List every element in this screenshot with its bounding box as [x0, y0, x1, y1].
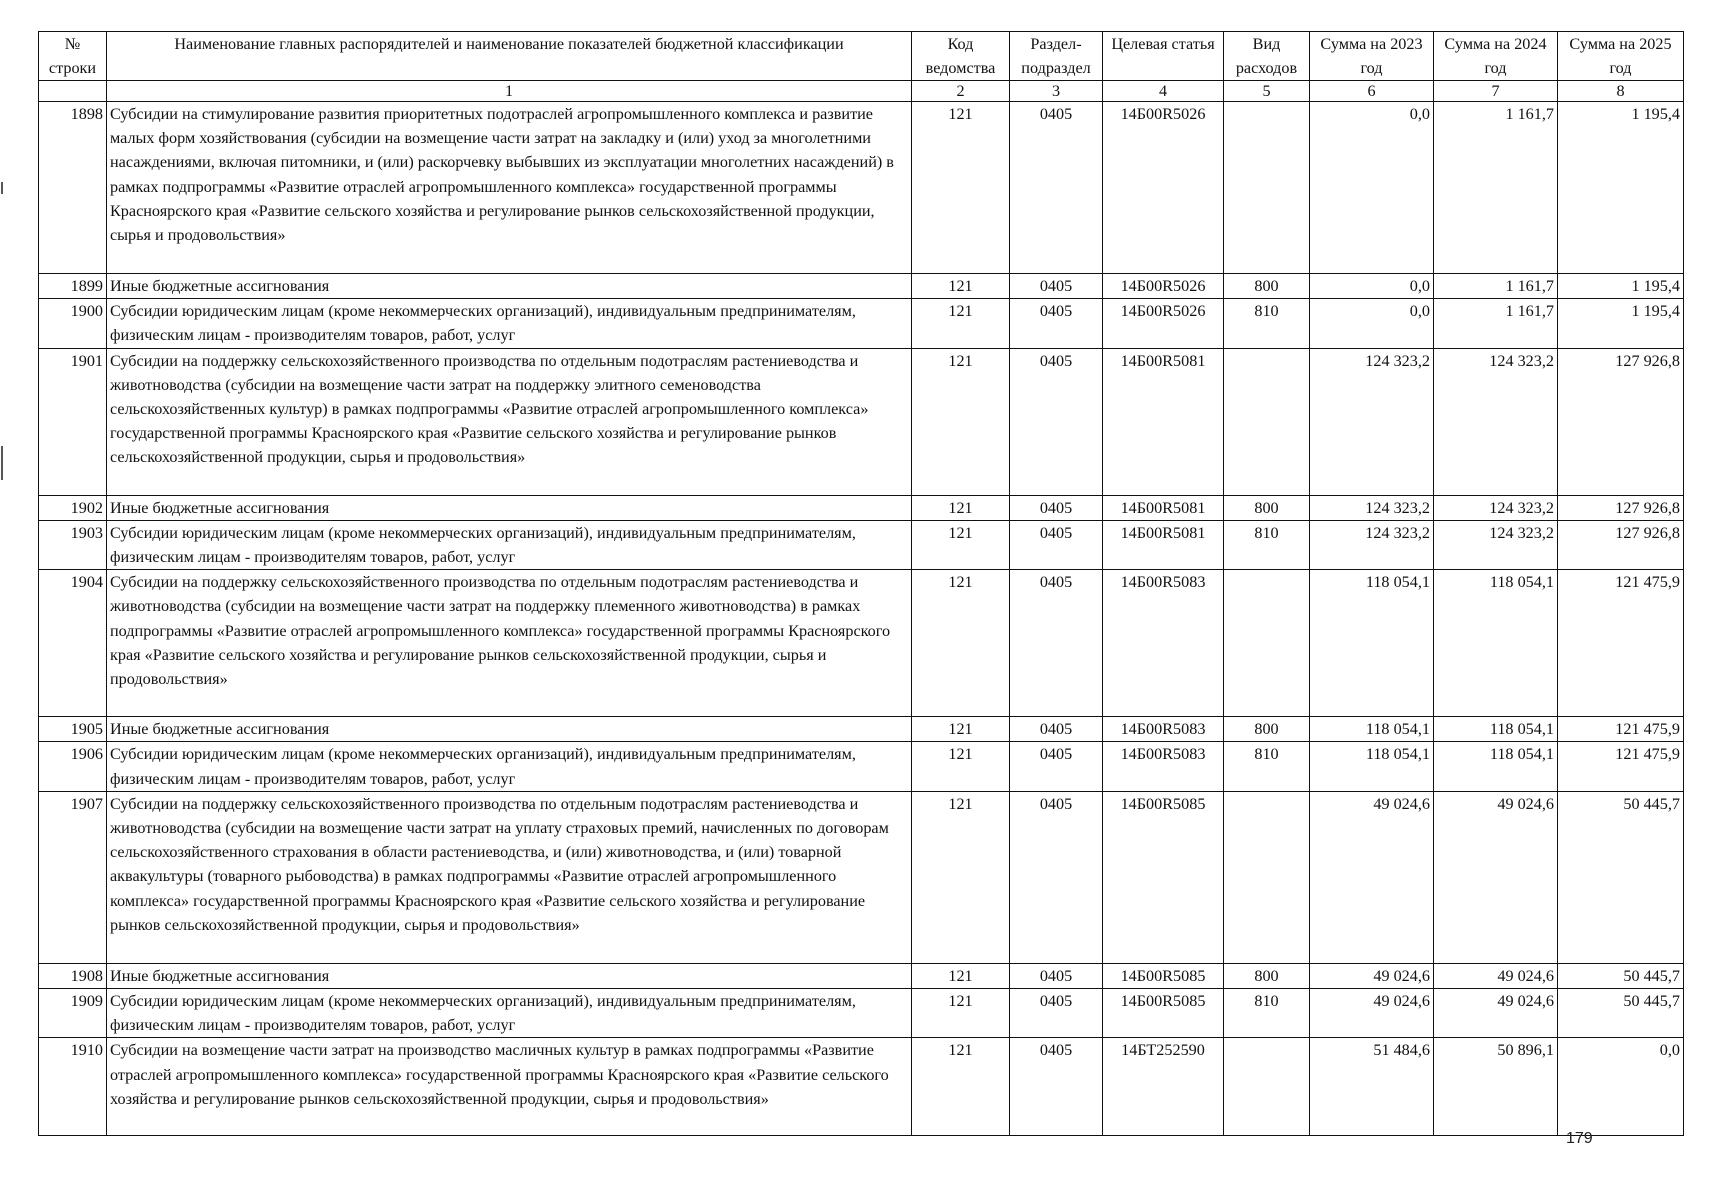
row-number: 1906 [39, 742, 107, 791]
table-header [39, 32, 1684, 102]
row-amount-2024: 118 054,1 [1434, 717, 1558, 742]
row-amount-2025: 121 475,9 [1558, 742, 1684, 791]
column-number-row [39, 81, 1684, 102]
row-amount-2023: 118 054,1 [1310, 742, 1434, 791]
row-amount-2023: 124 323,2 [1310, 520, 1434, 569]
row-name: Субсидии на возмещение части затрат на производство масличных культур в рамках подпрограммы «Развитие отраслей агропромышленного комплекса» государственной программы Красноярского края «Развитие сельского хозяйства и регулирование рынков сельскохозяйственной продукции, сырья и продовольствия» [107, 1038, 912, 1136]
row-department-code: 121 [912, 274, 1010, 299]
row-number: 1903 [39, 520, 107, 569]
row-target-article: 14Б00R5081 [1103, 520, 1224, 569]
row-amount-2025: 50 445,7 [1558, 963, 1684, 988]
row-name: Иные бюджетные ассигнования [107, 274, 912, 299]
row-amount-2024: 124 323,2 [1434, 495, 1558, 520]
row-amount-2023: 0,0 [1310, 102, 1434, 274]
header-department-code: Код ведомства [912, 32, 1010, 81]
row-name: Иные бюджетные ассигнования [107, 963, 912, 988]
row-name: Субсидии на поддержку сельскохозяйственного производства по отдельным подотраслям растениеводства и животноводства (субсидии на возмещение части затрат на поддержку племенного животноводства) в рамках подпрограммы «Развитие отраслей агропромышленного комплекса» государственной программы Красноярского края «Развитие сельского хозяйства и регулирование рынков сельскохозяйственной продукции, сырья и продовольствия» [107, 570, 912, 717]
row-target-article: 14Б00R5083 [1103, 570, 1224, 717]
row-amount-2023: 51 484,6 [1310, 1038, 1434, 1136]
row-amount-2024: 49 024,6 [1434, 791, 1558, 963]
header-expense-type: Вид расходов [1224, 32, 1310, 81]
column-number: 3 [1010, 81, 1103, 102]
row-department-code: 121 [912, 299, 1010, 348]
row-expense-type: 810 [1224, 520, 1310, 569]
row-amount-2025: 127 926,8 [1558, 495, 1684, 520]
row-amount-2023: 124 323,2 [1310, 495, 1434, 520]
table-row [39, 717, 1684, 742]
row-name: Субсидии юридическим лицам (кроме некоммерческих организаций), индивидуальным предпринимателям, физическим лицам - производителям товаров, работ, услуг [107, 299, 912, 348]
column-number: 1 [107, 81, 912, 102]
row-name: Иные бюджетные ассигнования [107, 495, 912, 520]
column-number: 4 [1103, 81, 1224, 102]
column-number: 6 [1310, 81, 1434, 102]
header-name: Наименование главных распорядителей и наименование показателей бюджетной классификации [107, 32, 912, 81]
row-name: Субсидии на стимулирование развития приоритетных подотраслей агропромышленного комплекса и развитие малых форм хозяйствования (субсидии на возмещение части затрат на закладку и (или) уход за многолетними насаждениями, включая питомники, и (или) раскорчевку выбывших из эксплуатации многолетних насаждений) в рамках подпрограммы «Развитие отраслей агропромышленного комплекса» государственной программы Красноярского края «Развитие сельского хозяйства и регулирование рынков сельскохозяйственной продукции, сырья и продовольствия» [107, 102, 912, 274]
table-row [39, 102, 1684, 274]
row-amount-2024: 124 323,2 [1434, 348, 1558, 495]
row-department-code: 121 [912, 520, 1010, 569]
header-row [39, 32, 1684, 81]
row-amount-2025: 1 195,4 [1558, 102, 1684, 274]
row-amount-2025: 0,0 [1558, 1038, 1684, 1136]
row-amount-2025: 127 926,8 [1558, 520, 1684, 569]
row-number: 1907 [39, 791, 107, 963]
row-number: 1901 [39, 348, 107, 495]
row-expense-type: 810 [1224, 299, 1310, 348]
row-amount-2024: 50 896,1 [1434, 1038, 1558, 1136]
scan-mark [1, 182, 3, 194]
table-row [39, 791, 1684, 963]
row-amount-2023: 49 024,6 [1310, 791, 1434, 963]
table-row [39, 570, 1684, 717]
row-amount-2023: 0,0 [1310, 299, 1434, 348]
table-row [39, 520, 1684, 569]
row-target-article: 14Б00R5083 [1103, 742, 1224, 791]
row-target-article: 14Б00R5026 [1103, 274, 1224, 299]
row-expense-type: 810 [1224, 989, 1310, 1038]
row-name: Субсидии на поддержку сельскохозяйственного производства по отдельным подотраслям растениеводства и животноводства (субсидии на возмещение части затрат на уплату страховых премий, начисленных по договорам сельскохозяйственного страхования в области растениеводства, и (или) животноводства, и (или) товарной аквакультуры (товарного рыбоводства) в рамках подпрограммы «Развитие отраслей агропромышленного комплекса» государственной программы Красноярского края «Развитие сельского хозяйства и регулирование рынков сельскохозяйственной продукции, сырья и продовольствия» [107, 791, 912, 963]
table-row [39, 274, 1684, 299]
row-target-article: 14Б00R5026 [1103, 299, 1224, 348]
row-department-code: 121 [912, 495, 1010, 520]
row-amount-2024: 49 024,6 [1434, 989, 1558, 1038]
row-expense-type: 800 [1224, 274, 1310, 299]
row-department-code: 121 [912, 1038, 1010, 1136]
table-row [39, 989, 1684, 1038]
row-number: 1905 [39, 717, 107, 742]
row-section: 0405 [1010, 274, 1103, 299]
row-expense-type [1224, 1038, 1310, 1136]
row-number: 1909 [39, 989, 107, 1038]
row-expense-type: 800 [1224, 963, 1310, 988]
row-target-article: 14Б00R5083 [1103, 717, 1224, 742]
row-number: 1908 [39, 963, 107, 988]
row-expense-type [1224, 102, 1310, 274]
row-amount-2023: 49 024,6 [1310, 963, 1434, 988]
row-amount-2024: 124 323,2 [1434, 520, 1558, 569]
row-department-code: 121 [912, 348, 1010, 495]
row-amount-2025: 1 195,4 [1558, 299, 1684, 348]
row-department-code: 121 [912, 963, 1010, 988]
column-number [39, 81, 107, 102]
row-name: Иные бюджетные ассигнования [107, 717, 912, 742]
row-target-article: 14Б00R5085 [1103, 791, 1224, 963]
row-number: 1910 [39, 1038, 107, 1136]
row-department-code: 121 [912, 717, 1010, 742]
row-section: 0405 [1010, 791, 1103, 963]
table-row [39, 742, 1684, 791]
row-amount-2024: 1 161,7 [1434, 102, 1558, 274]
row-amount-2023: 49 024,6 [1310, 989, 1434, 1038]
header-amount-2025: Сумма на 2025 год [1558, 32, 1684, 81]
scan-mark [1, 446, 3, 480]
row-target-article: 14Б00R5085 [1103, 963, 1224, 988]
row-section: 0405 [1010, 1038, 1103, 1136]
row-amount-2025: 50 445,7 [1558, 989, 1684, 1038]
row-amount-2025: 127 926,8 [1558, 348, 1684, 495]
header-section: Раздел-подраздел [1010, 32, 1103, 81]
row-name: Субсидии юридическим лицам (кроме некоммерческих организаций), индивидуальным предпринимателям, физическим лицам - производителям товаров, работ, услуг [107, 989, 912, 1038]
header-amount-2024: Сумма на 2024 год [1434, 32, 1558, 81]
row-section: 0405 [1010, 963, 1103, 988]
row-section: 0405 [1010, 742, 1103, 791]
column-number: 7 [1434, 81, 1558, 102]
budget-table [38, 31, 1684, 1136]
row-number: 1898 [39, 102, 107, 274]
row-department-code: 121 [912, 570, 1010, 717]
header-target-article: Целевая статья [1103, 32, 1224, 81]
row-amount-2025: 50 445,7 [1558, 791, 1684, 963]
column-number: 2 [912, 81, 1010, 102]
column-number: 8 [1558, 81, 1684, 102]
row-target-article: 14БТ252590 [1103, 1038, 1224, 1136]
row-expense-type [1224, 570, 1310, 717]
row-section: 0405 [1010, 102, 1103, 274]
row-target-article: 14Б00R5085 [1103, 989, 1224, 1038]
row-amount-2023: 124 323,2 [1310, 348, 1434, 495]
row-amount-2024: 1 161,7 [1434, 299, 1558, 348]
row-amount-2024: 118 054,1 [1434, 742, 1558, 791]
row-expense-type: 800 [1224, 717, 1310, 742]
row-expense-type: 800 [1224, 495, 1310, 520]
table-row [39, 299, 1684, 348]
row-amount-2025: 1 195,4 [1558, 274, 1684, 299]
row-amount-2023: 118 054,1 [1310, 717, 1434, 742]
table-row [39, 1038, 1684, 1136]
table-row [39, 495, 1684, 520]
row-department-code: 121 [912, 791, 1010, 963]
row-amount-2023: 0,0 [1310, 274, 1434, 299]
row-number: 1904 [39, 570, 107, 717]
column-number: 5 [1224, 81, 1310, 102]
row-section: 0405 [1010, 495, 1103, 520]
table-row [39, 963, 1684, 988]
row-number: 1899 [39, 274, 107, 299]
row-amount-2024: 118 054,1 [1434, 570, 1558, 717]
row-section: 0405 [1010, 299, 1103, 348]
row-department-code: 121 [912, 989, 1010, 1038]
page-number: 179 [1566, 1130, 1593, 1147]
row-section: 0405 [1010, 348, 1103, 495]
row-name: Субсидии на поддержку сельскохозяйственного производства по отдельным подотраслям растениеводства и животноводства (субсидии на возмещение части затрат на поддержку элитного семеноводства сельскохозяйственных культур) в рамках подпрограммы «Развитие отраслей агропромышленного комплекса» государственной программы Красноярского края «Развитие сельского хозяйства и регулирование рынков сельскохозяйственной продукции, сырья и продовольствия» [107, 348, 912, 495]
row-section: 0405 [1010, 520, 1103, 569]
row-expense-type: 810 [1224, 742, 1310, 791]
row-amount-2024: 1 161,7 [1434, 274, 1558, 299]
row-amount-2023: 118 054,1 [1310, 570, 1434, 717]
row-target-article: 14Б00R5026 [1103, 102, 1224, 274]
row-target-article: 14Б00R5081 [1103, 495, 1224, 520]
table-row [39, 348, 1684, 495]
row-number: 1902 [39, 495, 107, 520]
table-body [39, 102, 1684, 1136]
row-section: 0405 [1010, 717, 1103, 742]
row-amount-2025: 121 475,9 [1558, 717, 1684, 742]
row-expense-type [1224, 348, 1310, 495]
header-row-number: № строки [39, 32, 107, 81]
row-department-code: 121 [912, 102, 1010, 274]
row-name: Субсидии юридическим лицам (кроме некоммерческих организаций), индивидуальным предпринимателям, физическим лицам - производителям товаров, работ, услуг [107, 742, 912, 791]
row-amount-2025: 121 475,9 [1558, 570, 1684, 717]
row-name: Субсидии юридическим лицам (кроме некоммерческих организаций), индивидуальным предпринимателям, физическим лицам - производителям товаров, работ, услуг [107, 520, 912, 569]
header-amount-2023: Сумма на 2023 год [1310, 32, 1434, 81]
row-section: 0405 [1010, 570, 1103, 717]
row-amount-2024: 49 024,6 [1434, 963, 1558, 988]
row-section: 0405 [1010, 989, 1103, 1038]
row-expense-type [1224, 791, 1310, 963]
row-department-code: 121 [912, 742, 1010, 791]
row-target-article: 14Б00R5081 [1103, 348, 1224, 495]
row-number: 1900 [39, 299, 107, 348]
